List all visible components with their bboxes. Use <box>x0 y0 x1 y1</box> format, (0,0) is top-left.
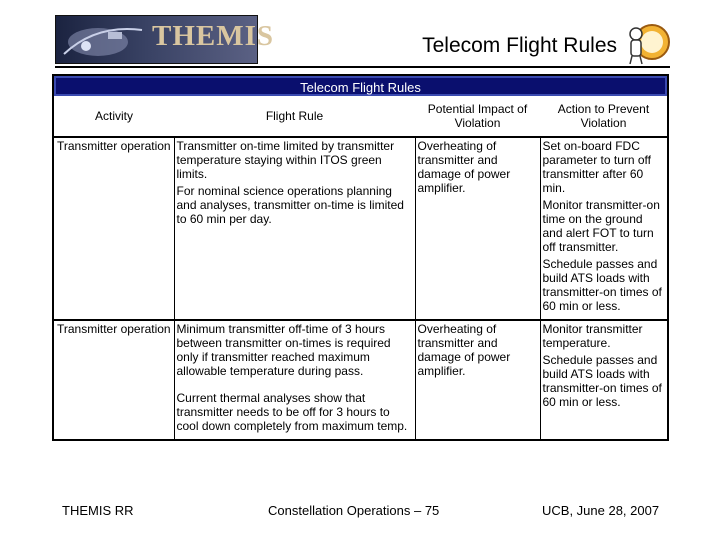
impact-text: Overheating of transmitter and damage of power amplifier. <box>417 322 511 378</box>
flight-rule-text: For nominal science operations planning and analyses, transmitter on-time is limited to 60 min per day. <box>176 184 404 226</box>
mission-badge-icon <box>622 18 670 66</box>
table-row <box>54 137 667 320</box>
flight-rule-text: Transmitter on-time limited by transmitter temperature staying within ITOS green limits. <box>176 139 395 181</box>
impact-cell <box>415 137 540 320</box>
action-text: Monitor transmitter temperature. <box>542 322 643 350</box>
themis-logo <box>55 15 275 64</box>
action-text: Schedule passes and build ATS loads with transmitter-on times of 60 min or less. <box>542 257 662 313</box>
flight-rule-cell <box>174 137 415 320</box>
table-header-row <box>54 96 667 137</box>
flight-rule-text: Minimum transmitter off-time of 3 hours between transmitter on-times is required only if transmitter reached maximum allowable temperature during pass. <box>176 322 391 378</box>
flight-rule-cell <box>174 320 415 439</box>
impact-cell <box>415 320 540 439</box>
footer-left: THEMIS RR <box>62 503 134 518</box>
column-header-impact: Potential Impact of Violation <box>415 96 540 137</box>
logo-text: THEMIS <box>152 20 275 52</box>
column-header-action: Action to Prevent Violation <box>540 96 667 137</box>
footer-right: UCB, June 28, 2007 <box>542 503 660 518</box>
action-text: Schedule passes and build ATS loads with transmitter-on times of 60 min or less. <box>542 353 662 409</box>
activity-cell: Transmitter operation <box>57 322 171 336</box>
activity-cell: Transmitter operation <box>54 137 174 320</box>
slide-title: Telecom Flight Rules <box>422 34 617 57</box>
column-header-flight-rule: Flight Rule <box>174 96 415 137</box>
table-row <box>54 320 667 439</box>
column-header-activity: Activity <box>54 96 174 137</box>
flight-rules-table <box>52 74 669 441</box>
flight-rule-text: Current thermal analyses show that transmitter needs to be off for 3 hours to cool down completely from maximum temp. <box>176 391 408 433</box>
header-divider <box>55 66 670 68</box>
action-cell <box>540 320 667 439</box>
footer-center: Constellation Operations – 75 <box>268 503 440 518</box>
action-text: Monitor transmitter-on time on the ground and alert FOT to turn off transmitter. <box>542 198 660 254</box>
action-text: Set on-board FDC parameter to turn off transmitter after 60 min. <box>542 139 652 195</box>
action-cell <box>540 137 667 320</box>
table-caption: Telecom Flight Rules <box>54 76 667 96</box>
impact-text: Overheating of transmitter and damage of power amplifier. <box>417 139 511 195</box>
